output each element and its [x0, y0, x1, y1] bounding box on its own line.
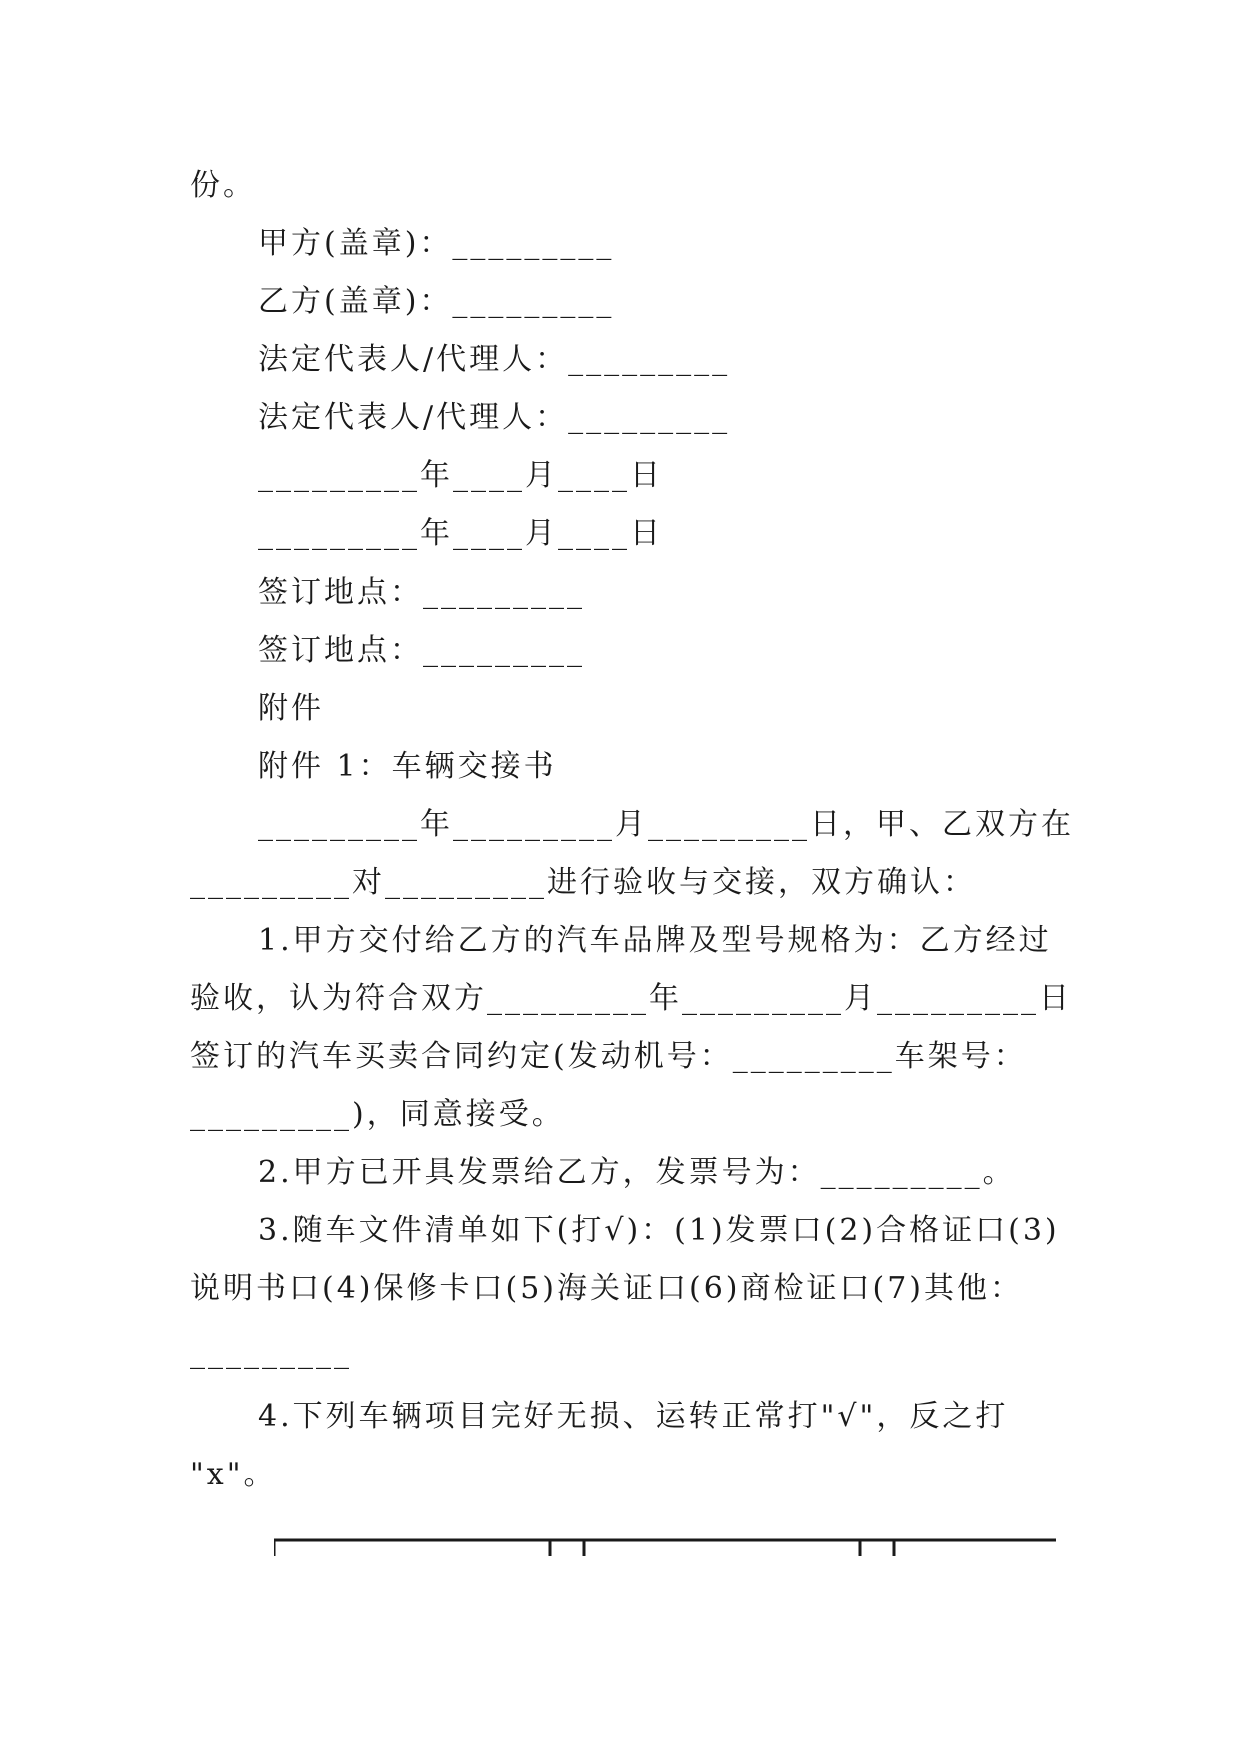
other-blank-line: _________ [190, 1335, 352, 1370]
party-b-seal-line: 乙方(盖章)：_________ [258, 284, 615, 319]
item-4-line: 4.下列车辆项目完好无损、运转正常打"√"，反之打 [258, 1399, 1009, 1434]
item-3-line: 说明书口(4)保修卡口(5)海关证口(6)商检证口(7)其他： [190, 1271, 1023, 1306]
attachment-title: 附件 1：车辆交接书 [258, 749, 557, 784]
item-2-line: 2.甲方已开具发票给乙方，发票号为：_________。 [258, 1155, 1016, 1190]
date-line: _________年____月____日 [258, 458, 663, 493]
item-1-line: _________)，同意接受。 [190, 1097, 565, 1132]
signing-place-line: 签订地点：_________ [258, 633, 585, 668]
attachment-heading: 附件 [258, 691, 324, 726]
table-top-border [274, 1538, 1056, 1558]
item-4-line: "x"。 [190, 1457, 277, 1492]
party-a-seal-line: 甲方(盖章)：_________ [258, 226, 615, 261]
signing-place-line: 签订地点：_________ [258, 575, 585, 610]
date-line: _________年____月____日 [258, 516, 663, 551]
legal-rep-line: 法定代表人/代理人：_________ [258, 400, 731, 435]
text-line: 份。 [190, 168, 256, 203]
paragraph-line: _________对_________进行验收与交接，双方确认： [190, 865, 976, 900]
item-3-line: 3.随车文件清单如下(打√)：(1)发票口(2)合格证口(3) [258, 1213, 1060, 1248]
item-1-line: 签订的汽车买卖合同约定(发动机号：_________车架号： [190, 1039, 1027, 1074]
item-1-line: 验收，认为符合双方_________年_________月_________日 [190, 981, 1072, 1016]
item-1-line: 1.甲方交付给乙方的汽车品牌及型号规格为：乙方经过 [258, 923, 1052, 958]
legal-rep-line: 法定代表人/代理人：_________ [258, 342, 731, 377]
paragraph-line: _________年_________月_________日，甲、乙双方在 [258, 807, 1074, 842]
